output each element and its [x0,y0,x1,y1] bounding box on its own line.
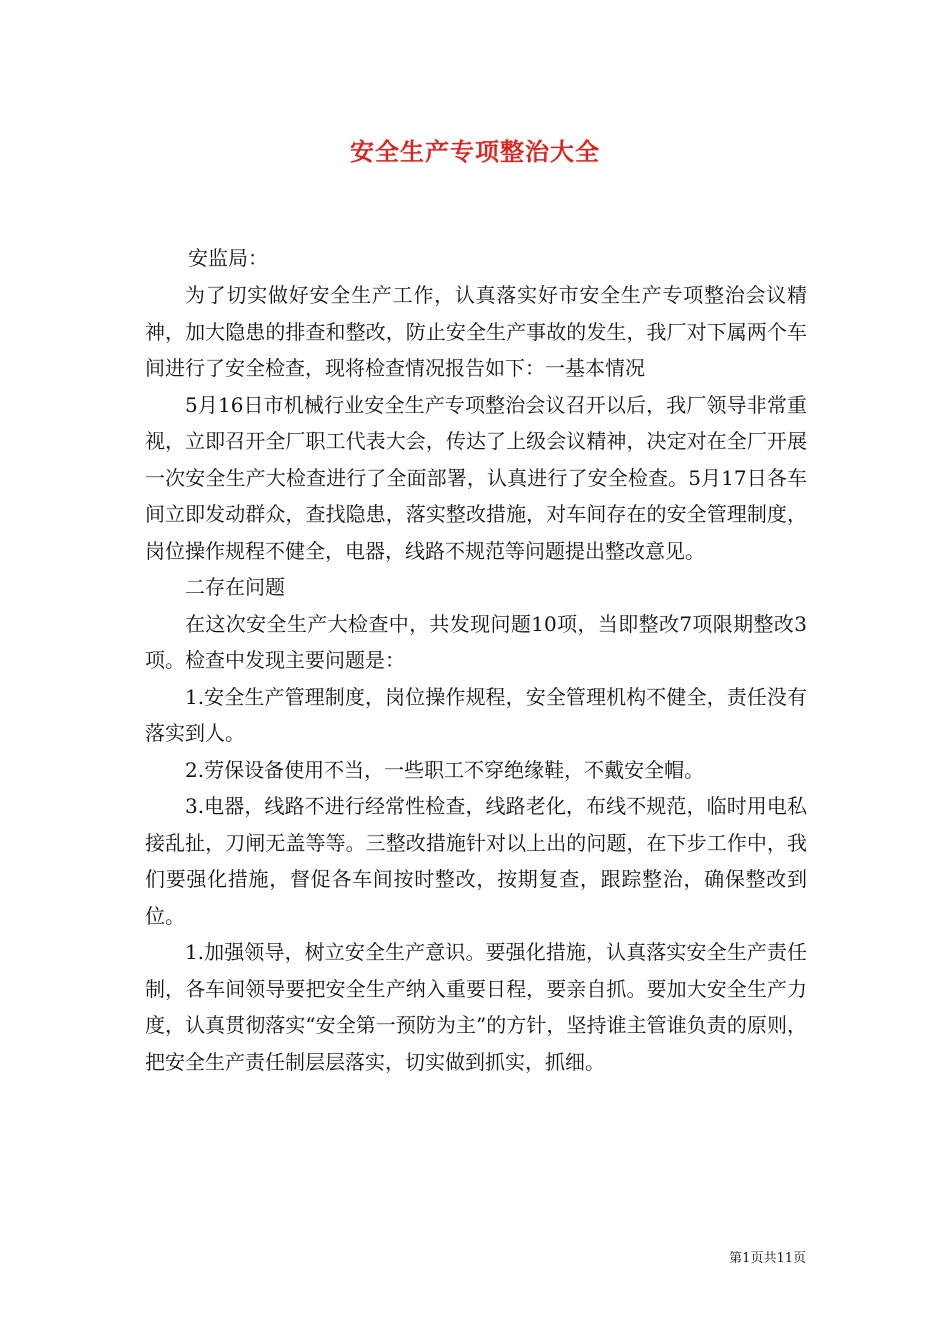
paragraph: 为了切实做好安全生产工作，认真落实好市安全生产专项整治会议精神，加大隐患的排查和整改，防止安全生产事故的发生，我厂对下属两个车间进行了安全检查，现将检查情况报告如下：一基本情况 [145,283,807,380]
paragraph: 在这次安全生产大检查中，共发现问题10项，当即整改7项限期整改3项。检查中发现主要问题是： [145,611,807,672]
paragraph: 5月16日市机械行业安全生产专项整治会议召开以后，我厂领导非常重视，立即召开全厂职工代表大会，传达了上级会议精神，决定对在全厂开展一次安全生产大检查进行了全面部署，认真进行了安全检查。5月17日各车间立即发动群众，查找隐患，落实整改措施，对车间存在的安全管理制度，岗位操作规程不健全，电器，线路不规范等问题提出整改意见。 [145,392,807,563]
list-item: 3.电器，线路不进行经常性检查，线路老化，布线不规范，临时用电私接乱扯，刀闸无盖等等。三整改措施针对以上出的问题，在下步工作中，我们要强化措施，督促各车间按时整改，按期复查，跟踪整治，确保整改到位。 [145,794,807,928]
document-title: 安全生产专项整治大全 [350,137,600,166]
section-heading: 二存在问题 [185,575,285,599]
salutation: 安监局： [188,246,268,270]
list-item: 1.安全生产管理制度，岗位操作规程，安全管理机构不健全，责任没有落实到人。 [145,684,807,745]
page-number: 第1页共11页 [729,1251,806,1266]
list-item: 2.劳保设备使用不当，一些职工不穿绝缘鞋，不戴安全帽。 [185,757,705,782]
document-body [145,277,807,1080]
list-item: 1.加强领导，树立安全生产意识。要强化措施，认真落实安全生产责任制，各车间领导要把安全生产纳入重要日程，要亲自抓。要加大安全生产力度，认真贯彻落实“安全第一预防为主”的方针，坚持谁主管谁负责的原则，把安全生产责任制层层落实，切实做到抓实，抓细。 [145,940,807,1074]
